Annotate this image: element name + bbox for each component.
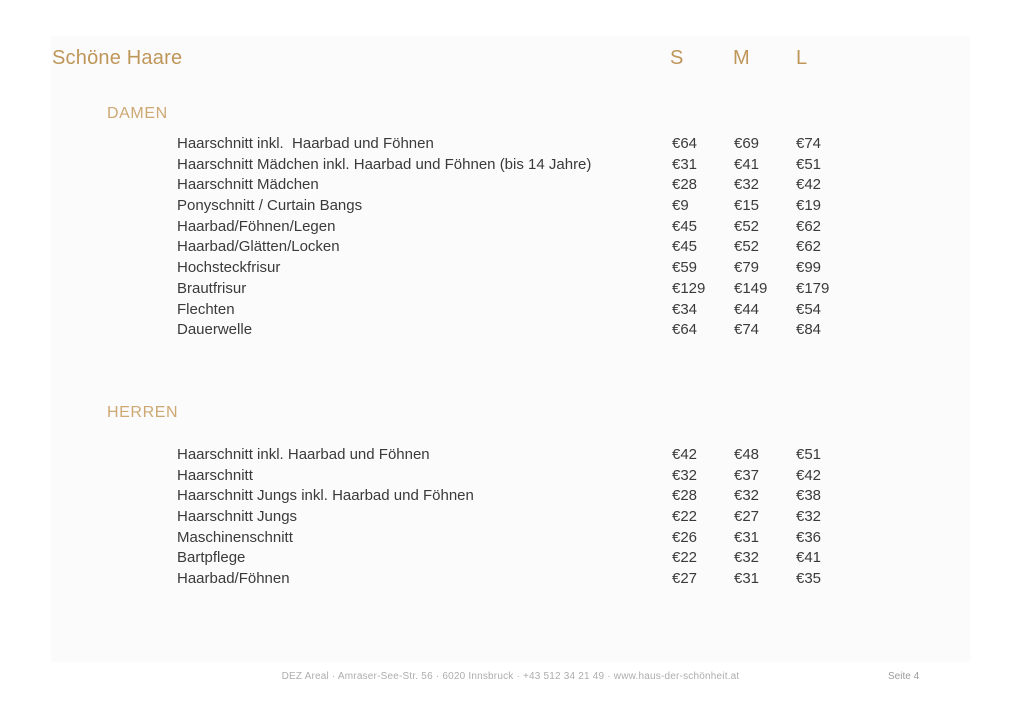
price-s: €64 <box>672 135 698 152</box>
price-s: €59 <box>672 259 698 277</box>
price-l: €54 <box>796 300 822 318</box>
price-m: €27 <box>734 508 760 526</box>
price-s: €64 <box>672 321 698 339</box>
price-m: €37 <box>734 466 760 484</box>
section-damen <box>51 105 970 341</box>
price-row <box>51 279 970 300</box>
price-s: €34 <box>672 300 698 318</box>
service-name: Haarschnitt Jungs <box>177 508 298 526</box>
column-header-s: S <box>670 47 684 69</box>
price-s: €129 <box>672 279 706 297</box>
service-name: Haarschnitt Mädchen <box>177 176 319 194</box>
service-name: Haarschnitt <box>177 466 253 484</box>
service-name: Haarschnitt Jungs inkl. Haarbad und Föhnen <box>177 487 474 505</box>
page-number: Seite 4 <box>888 671 920 682</box>
price-l: €51 <box>796 446 822 463</box>
service-name: Haarbad/Föhnen/Legen <box>177 217 336 235</box>
price-s: €9 <box>672 197 689 215</box>
service-name: Bartpflege <box>177 549 246 567</box>
service-name: Ponyschnitt / Curtain Bangs <box>177 197 363 215</box>
price-row <box>51 258 970 279</box>
column-header-m: M <box>733 47 750 69</box>
price-m: €69 <box>734 135 760 152</box>
price-l: €179 <box>796 279 830 297</box>
price-m: €15 <box>734 197 760 215</box>
price-s: €42 <box>672 446 698 463</box>
service-name: Haarbad/Glätten/Locken <box>177 238 340 256</box>
price-l: €38 <box>796 487 822 505</box>
price-m: €48 <box>734 446 760 463</box>
price-s: €28 <box>672 176 698 194</box>
price-row <box>51 196 970 217</box>
price-row <box>51 445 970 466</box>
price-m: €31 <box>734 570 760 588</box>
price-m: €32 <box>734 487 760 505</box>
price-s: €45 <box>672 238 698 256</box>
service-name: Maschinenschnitt <box>177 528 293 546</box>
price-l: €41 <box>796 549 822 567</box>
price-m: €41 <box>734 155 760 173</box>
price-rows <box>51 134 970 341</box>
price-row <box>51 300 970 321</box>
price-s: €27 <box>672 570 698 588</box>
price-row <box>51 507 970 528</box>
service-name: Haarschnitt Mädchen inkl. Haarbad und Föhnen (bis 14 Jahre) <box>177 155 592 173</box>
price-s: €26 <box>672 528 698 546</box>
section-heading: DAMEN <box>107 105 168 122</box>
price-l: €35 <box>796 570 822 588</box>
price-l: €32 <box>796 508 822 526</box>
service-name: Haarschnitt inkl. Haarbad und Föhnen <box>177 135 434 152</box>
price-l: €19 <box>796 197 822 215</box>
price-m: €32 <box>734 549 760 567</box>
service-name: Brautfrisur <box>177 279 247 297</box>
section-heading: HERREN <box>107 404 179 421</box>
document-page <box>51 36 970 662</box>
price-row <box>51 569 970 590</box>
price-row <box>51 237 970 258</box>
price-l: €99 <box>796 259 822 277</box>
price-s: €22 <box>672 549 698 567</box>
service-name: Flechten <box>177 300 235 318</box>
price-l: €62 <box>796 217 822 235</box>
price-m: €74 <box>734 321 760 339</box>
price-row <box>51 548 970 569</box>
price-l: €42 <box>796 176 822 194</box>
price-m: €31 <box>734 528 760 546</box>
price-row <box>51 528 970 549</box>
section-herren <box>51 404 970 590</box>
price-m: €32 <box>734 176 760 194</box>
price-m: €52 <box>734 238 760 256</box>
price-m: €52 <box>734 217 760 235</box>
price-l: €84 <box>796 321 822 339</box>
price-l: €51 <box>796 155 822 173</box>
price-s: €28 <box>672 487 698 505</box>
price-row <box>51 155 970 176</box>
page-title: Schöne Haare <box>52 47 183 69</box>
price-l: €74 <box>796 135 822 152</box>
price-l: €36 <box>796 528 822 546</box>
price-s: €31 <box>672 155 698 173</box>
price-row <box>51 175 970 196</box>
price-s: €45 <box>672 217 698 235</box>
price-row <box>51 466 970 487</box>
price-m: €149 <box>734 279 768 297</box>
price-m: €79 <box>734 259 760 277</box>
price-row <box>51 217 970 238</box>
service-name: Haarschnitt inkl. Haarbad und Föhnen <box>177 446 430 463</box>
price-rows <box>51 445 970 590</box>
price-row <box>51 486 970 507</box>
service-name: Dauerwelle <box>177 321 253 339</box>
price-s: €32 <box>672 466 698 484</box>
service-name: Hochsteckfrisur <box>177 259 281 277</box>
footer-address: DEZ Areal · Amraser-See-Str. 56 · 6020 Innsbruck · +43 512 34 21 49 · www.haus-der-schönheit.at <box>281 671 740 682</box>
price-m: €44 <box>734 300 760 318</box>
price-l: €62 <box>796 238 822 256</box>
price-row <box>51 134 970 155</box>
price-l: €42 <box>796 466 822 484</box>
column-header-l: L <box>796 47 808 69</box>
price-s: €22 <box>672 508 698 526</box>
price-row <box>51 320 970 341</box>
service-name: Haarbad/Föhnen <box>177 570 290 588</box>
